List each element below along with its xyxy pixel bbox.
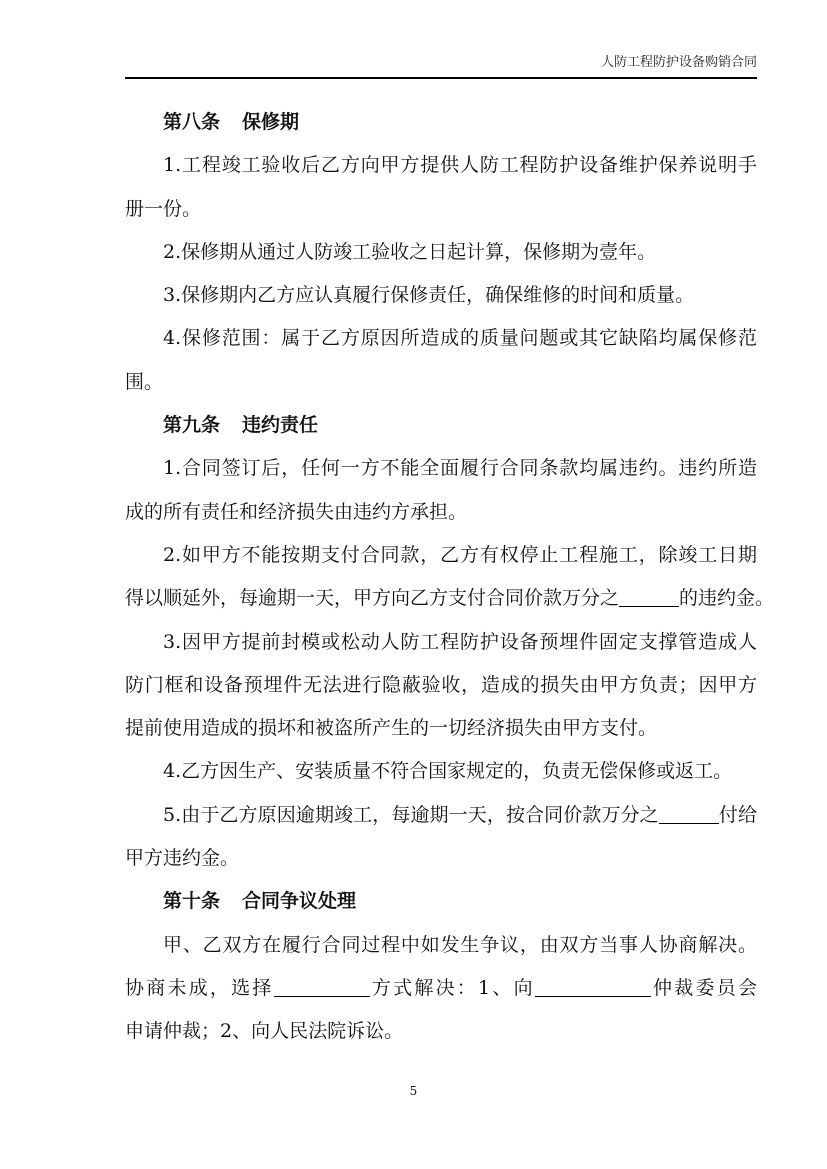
paragraph-line: 提前使用造成的损坏和被盗所产生的一切经济损失由甲方支付。	[125, 717, 658, 740]
paragraph-line: 甲方违约金。	[125, 847, 240, 870]
paragraph-line: 3.因甲方提前封模或松动人防工程防护设备预埋件固定支撑管造成人	[163, 630, 757, 653]
line-text: 协商未成，选择	[125, 976, 274, 999]
paragraph-line	[125, 794, 757, 837]
article-number: 第九条	[163, 414, 221, 437]
paragraph-line: 4.乙方因生产、安装质量不符合国家规定的，负责无偿保修或返工。	[163, 760, 733, 783]
paragraph-line: 册一份。	[125, 197, 202, 220]
paragraph-line: 甲、乙双方在履行合同过程中如发生争议，由双方当事人协商解决。	[163, 933, 757, 956]
line-text: 的违约金。	[679, 587, 775, 610]
article-number: 第十条	[163, 890, 221, 913]
fill-in-blank[interactable]	[659, 804, 719, 824]
paragraph-line: 申请仲裁；2、向人民法院诉讼。	[125, 1020, 404, 1043]
paragraph-line: 防门框和设备预埋件无法进行隐蔽验收，造成的损失由甲方负责；因甲方	[125, 673, 757, 696]
article-title: 违约责任	[242, 414, 319, 437]
line-text: 付给	[718, 803, 757, 826]
paragraph-line: 3.保修期内乙方应认真履行保修责任，确保维修的时间和质量。	[163, 284, 695, 307]
line-text: 5.由于乙方原因逾期竣工，每逾期一天，按合同价款万分之	[163, 803, 659, 826]
paragraph-line: 成的所有责任和经济损失由违约方承担。	[125, 500, 468, 523]
paragraph-line: 2.保修期从通过人防竣工验收之日起计算，保修期为壹年。	[163, 240, 657, 263]
paragraph-line: 1.工程竣工验收后乙方向甲方提供人防工程防护设备维护保养说明手	[163, 154, 757, 177]
article-title: 保修期	[242, 111, 300, 133]
article-title: 合同争议处理	[242, 890, 357, 913]
paragraph-line: 4.保修范围：属于乙方原因所造成的质量问题或其它缺陷均属保修范	[163, 327, 757, 350]
article-9-heading	[125, 404, 757, 447]
paragraph-line	[125, 967, 757, 1010]
dispute-method-blank[interactable]	[274, 977, 370, 997]
line-text: 得以顺延外，每逾期一天，甲方向乙方支付合同价款万分之	[125, 587, 620, 610]
paragraph-line	[125, 577, 775, 620]
article-10-heading	[125, 880, 757, 923]
paragraph-line: 2.如甲方不能按期支付合同款，乙方有权停止工程施工，除竣工日期	[163, 543, 757, 566]
line-text: 仲裁委员会	[650, 976, 757, 999]
fill-in-blank[interactable]	[619, 587, 679, 607]
page-number: 5	[409, 1084, 418, 1098]
header-rule	[125, 77, 757, 79]
paragraph-line: 1.合同签订后，任何一方不能全面履行合同条款均属违约。违约所造	[163, 457, 757, 480]
article-8-heading	[125, 101, 757, 144]
arbitration-commission-blank[interactable]	[535, 977, 651, 997]
running-header: 人防工程防护设备购销合同	[600, 55, 757, 70]
line-text: 方式解决：1、向	[369, 976, 535, 999]
document-body	[125, 101, 775, 1054]
paragraph-line: 围。	[125, 370, 164, 393]
article-number: 第八条	[163, 111, 221, 133]
